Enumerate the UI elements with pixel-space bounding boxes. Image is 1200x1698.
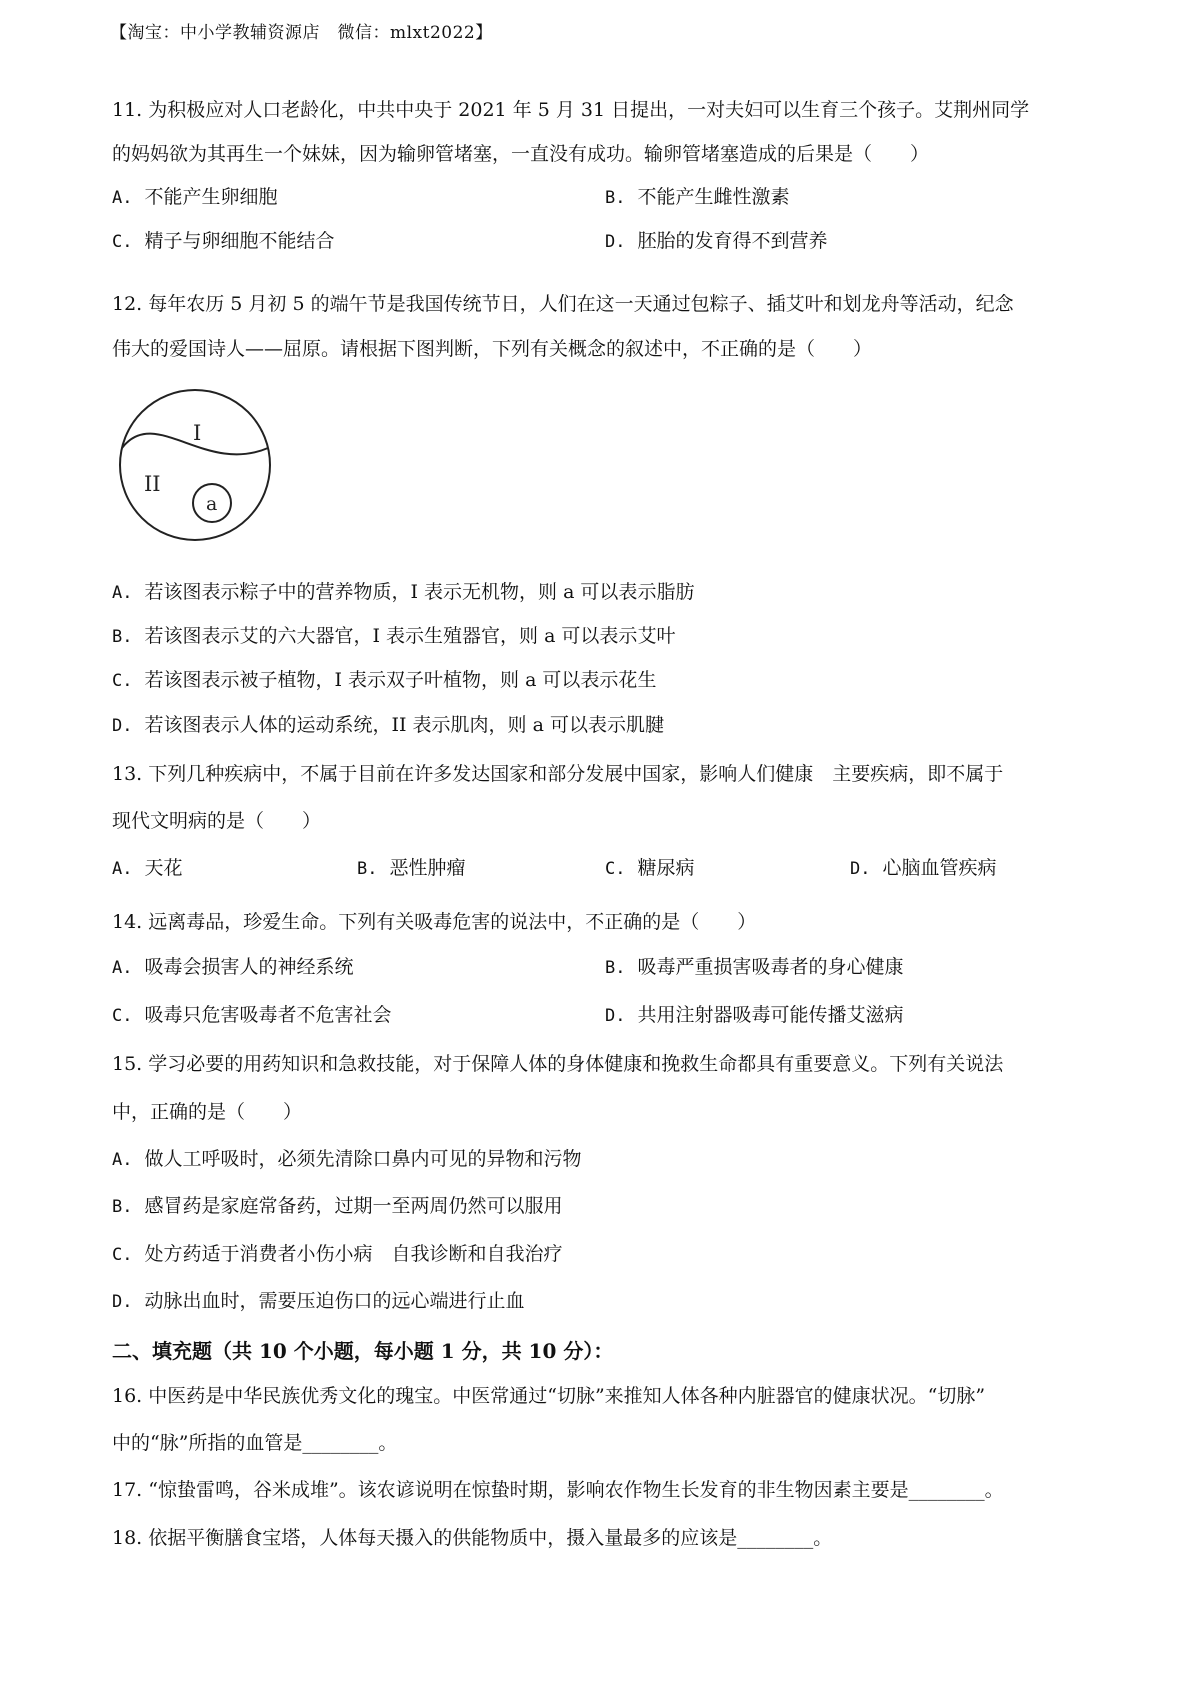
section-heading-fill-in: 二、填充题（共 10 个小题，每小题 1 分，共 10 分）： <box>112 1339 614 1363</box>
q13-stem-line2: 现代文明病的是（ ） <box>112 810 322 832</box>
concept-circle-diagram <box>115 385 275 545</box>
q13-option-a: A. 天花 <box>112 857 183 879</box>
q15-stem-line1: 15. 学习必要的用药知识和急救技能，对于保障人体的身体健康和挽救生命都具有重要意义。下列有关说法 <box>112 1053 1004 1075</box>
q12-stem-line1: 12. 每年农历 5 月初 5 的端午节是我国传统节日，人们在这一天通过包粽子、插艾叶和划龙舟等活动，纪念 <box>112 293 1014 315</box>
q15-option-c: C. 处方药适于消费者小伤小病 自我诊断和自我治疗 <box>112 1243 563 1265</box>
q12-stem-line2: 伟大的爱国诗人——屈原。请根据下图判断，下列有关概念的叙述中，不正确的是（ ） <box>112 338 873 360</box>
q15-option-d: D. 动脉出血时，需要压迫伤口的远心端进行止血 <box>112 1290 525 1312</box>
q14-stem-line1: 14. 远离毒品，珍爱生命。下列有关吸毒危害的说法中，不正确的是（ ） <box>112 911 757 933</box>
q16-stem-line1: 16. 中医药是中华民族优秀文化的瑰宝。中医常通过“切脉”来推知人体各种内脏器官的健康状况。“切脉” <box>112 1385 986 1407</box>
q14-option-a: A. 吸毒会损害人的神经系统 <box>112 956 354 978</box>
q11-option-c: C. 精子与卵细胞不能结合 <box>112 230 335 252</box>
q14-option-d: D. 共用注射器吸毒可能传播艾滋病 <box>605 1004 904 1026</box>
q14-option-c: C. 吸毒只危害吸毒者不危害社会 <box>112 1004 392 1026</box>
q12-option-b: B. 若该图表示艾的六大器官，I 表示生殖器官，则 a 可以表示艾叶 <box>112 625 676 647</box>
q13-option-b: B. 恶性肿瘤 <box>357 857 466 879</box>
label-I: I <box>193 421 202 445</box>
q13-option-d: D. 心脑血管疾病 <box>850 857 997 879</box>
q12-option-c: C. 若该图表示被子植物，I 表示双子叶植物，则 a 可以表示花生 <box>112 669 657 691</box>
q11-option-a: A. 不能产生卵细胞 <box>112 186 278 208</box>
q16-stem-line2: 中的“脉”所指的血管是________。 <box>112 1432 398 1454</box>
q11-option-b: B. 不能产生雌性激素 <box>605 186 790 208</box>
q11-stem-line1: 11. 为积极应对人口老龄化，中共中央于 2021 年 5 月 31 日提出，一对夫妇可以生育三个孩子。艾荆州同学 <box>112 99 1030 121</box>
q18-stem-line1: 18. 依据平衡膳食宝塔，人体每天摄入的供能物质中，摄入量最多的应该是________。 <box>112 1527 833 1549</box>
q17-stem-line1: 17. “惊蛰雷鸣，谷米成堆”。该农谚说明在惊蛰时期，影响农作物生长发育的非生物因素主要是________。 <box>112 1479 1004 1501</box>
q11-stem-line2: 的妈妈欲为其再生一个妹妹，因为输卵管堵塞，一直没有成功。输卵管堵塞造成的后果是（ ） <box>112 143 930 165</box>
label-a: a <box>206 493 218 515</box>
q14-option-b: B. 吸毒严重损害吸毒者的身心健康 <box>605 956 904 978</box>
q15-option-a: A. 做人工呼吸时，必须先清除口鼻内可见的异物和污物 <box>112 1148 582 1170</box>
q12-option-d: D. 若该图表示人体的运动系统，II 表示肌肉，则 a 可以表示肌腱 <box>112 714 664 736</box>
q15-option-b: B. 感冒药是家庭常备药，过期一至两周仍然可以服用 <box>112 1195 563 1217</box>
q13-option-c: C. 糖尿病 <box>605 857 695 879</box>
page-header: 【淘宝：中小学教辅资源店 微信：mlxt2022】 <box>110 23 493 43</box>
q12-option-a: A. 若该图表示粽子中的营养物质，I 表示无机物，则 a 可以表示脂肪 <box>112 581 695 603</box>
q13-stem-line1: 13. 下列几种疾病中，不属于目前在许多发达国家和部分发展中国家，影响人们健康 主要疾病，即不属于 <box>112 763 1004 785</box>
q11-option-d: D. 胚胎的发育得不到营养 <box>605 230 828 252</box>
q15-stem-line2: 中，正确的是（ ） <box>112 1101 303 1123</box>
label-II: II <box>144 472 161 496</box>
